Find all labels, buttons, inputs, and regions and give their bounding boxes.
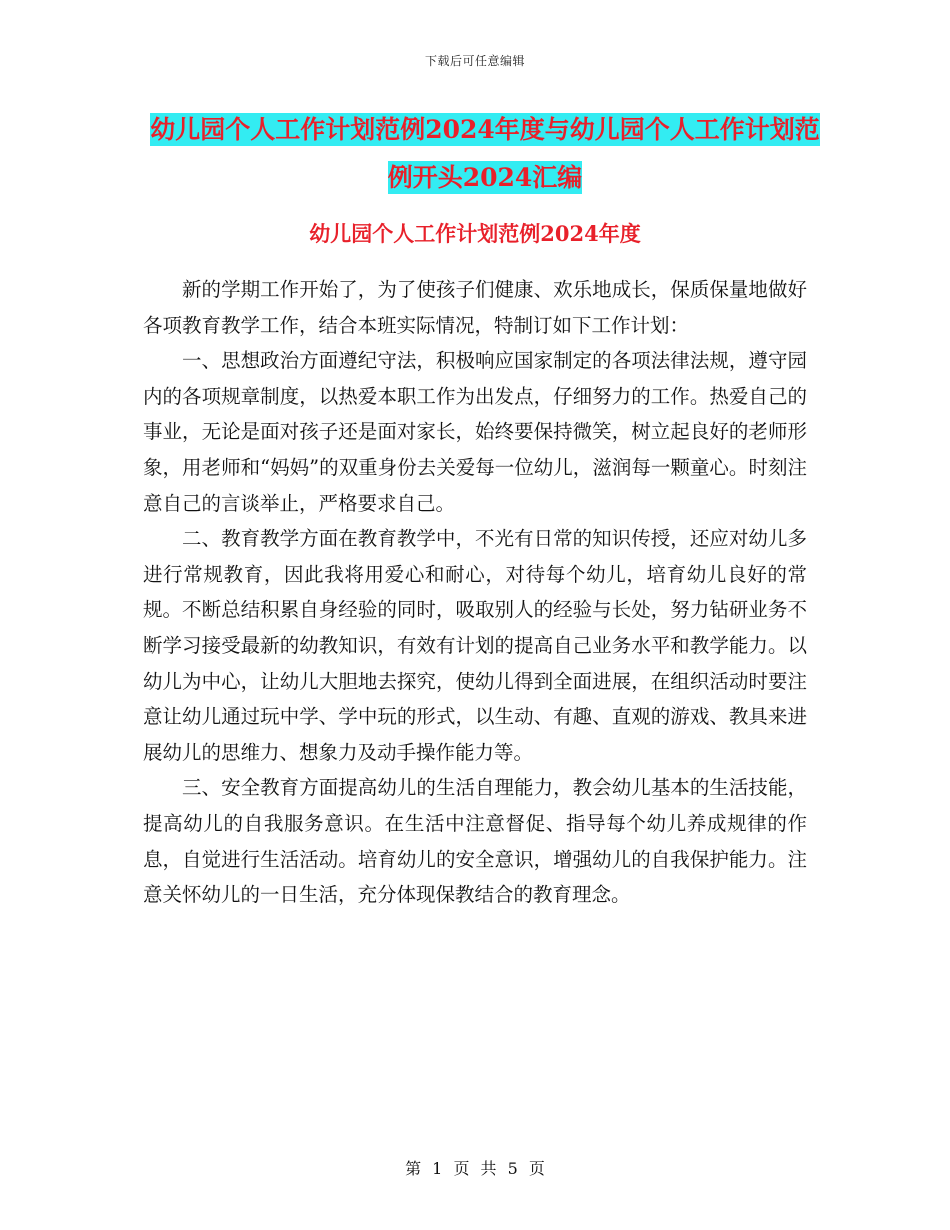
paragraph-safety: 三、安全教育方面提高幼儿的生活自理能力，教会幼儿基本的生活技能，提高幼儿的自我服务意识。在生活中注意督促、指导每个幼儿养成规律的作息，自觉进行生活活动。培育幼儿的安全意识，增强幼儿的自我保护能力。注意关怀幼儿的一日生活，充分体现保教结合的教育理念。 (143, 776, 807, 907)
paragraph-teaching: 二、教育教学方面在教育教学中，不光有日常的知识传授，还应对幼儿多进行常规教育，因此我将用爱心和耐心，对待每个幼儿，培育幼儿良好的常规。不断总结积累自身经验的同时，吸取别人的经验与长处，努力钻研业务不断学习接受最新的幼教知识，有效有计划的提高自己业务水平和教学能力。以幼儿为中心，让幼儿大胆地去探究，使幼儿得到全面进展，在组织活动时要注意让幼儿通过玩中学、学中玩的形式，以生动、有趣、直观的游戏、教具来进展幼儿的思维力、想象力及动手操作能力等。 (143, 527, 807, 764)
paragraph-intro: 新的学期工作开始了，为了使孩子们健康、欢乐地成长，保质保量地做好各项教育教学工作，结合本班实际情况，特制订如下工作计划： (143, 278, 807, 337)
section-title: 幼儿园个人工作计划范例2024年度 (309, 221, 641, 246)
paragraph-politics: 一、思想政治方面遵纪守法，积极响应国家制定的各项法律法规，遵守园内的各项规章制度，以热爱本职工作为出发点，仔细努力的工作。热爱自己的事业，无论是面对孩子还是面对家长，始终要保持微笑，树立起良好的老师形象，用老师和“妈妈”的双重身份去关爱每一位幼儿，滋润每一颗童心。时刻注意自己的言谈举止，严格要求自己。 (143, 349, 807, 515)
document-title (140, 106, 830, 202)
header-note: 下载后可任意编辑 (424, 54, 525, 68)
body-text (143, 272, 807, 913)
page-footer: 第 1 页 共 5 页 (405, 1159, 545, 1178)
document-title-text: 幼儿园个人工作计划范例2024年度与幼儿园个人工作计划范例开头2024汇编 (150, 115, 820, 192)
